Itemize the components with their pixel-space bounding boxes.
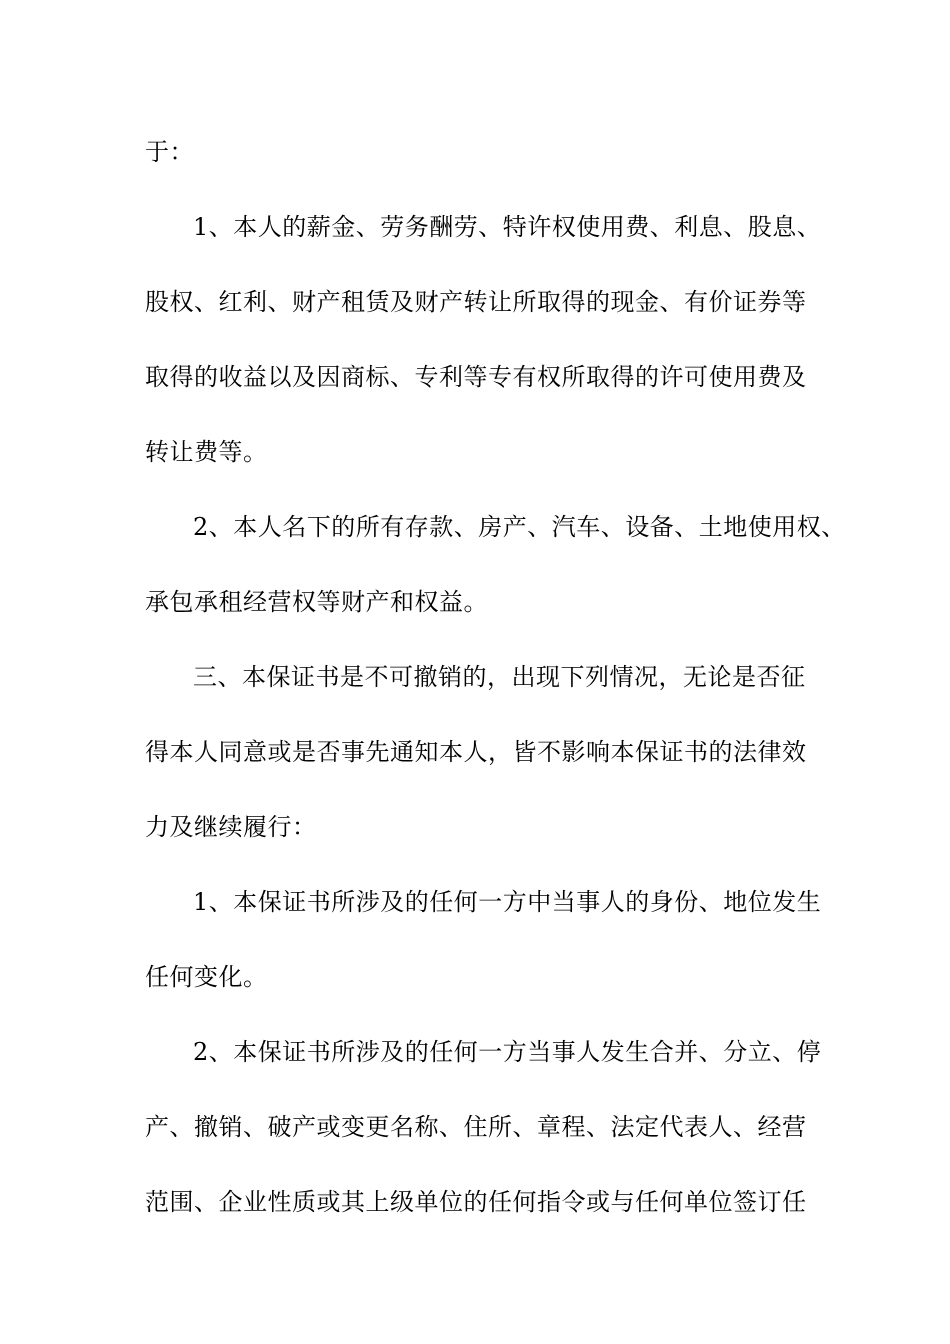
text-line: 1、本人的薪金、劳务酬劳、特许权使用费、利息、股息、 <box>193 213 822 241</box>
text-line: 取得的收益以及因商标、专利等专有权所取得的许可使用费及 <box>145 363 807 391</box>
text-line: 承包承租经营权等财产和权益。 <box>145 588 488 616</box>
text-line: 力及继续履行： <box>145 813 317 841</box>
text-line: 三、本保证书是不可撤销的，出现下列情况，无论是否征 <box>193 663 806 691</box>
text-line: 于： <box>145 138 194 166</box>
text-line: 范围、企业性质或其上级单位的任何指令或与任何单位签订任 <box>145 1188 807 1216</box>
text-line: 2、本人名下的所有存款、房产、汽车、设备、土地使用权、 <box>193 513 846 541</box>
text-line: 得本人同意或是否事先通知本人，皆不影响本保证书的法律效 <box>145 738 807 766</box>
text-line: 转让费等。 <box>145 438 268 466</box>
text-line: 2、本保证书所涉及的任何一方当事人发生合并、分立、停 <box>193 1038 822 1066</box>
text-line: 1、本保证书所涉及的任何一方中当事人的身份、地位发生 <box>193 888 822 916</box>
text-line: 股权、红利、财产租赁及财产转让所取得的现金、有价证券等 <box>145 288 807 316</box>
text-line: 产、撤销、破产或变更名称、住所、章程、法定代表人、经营 <box>145 1113 807 1141</box>
text-line: 任何变化。 <box>145 963 268 991</box>
